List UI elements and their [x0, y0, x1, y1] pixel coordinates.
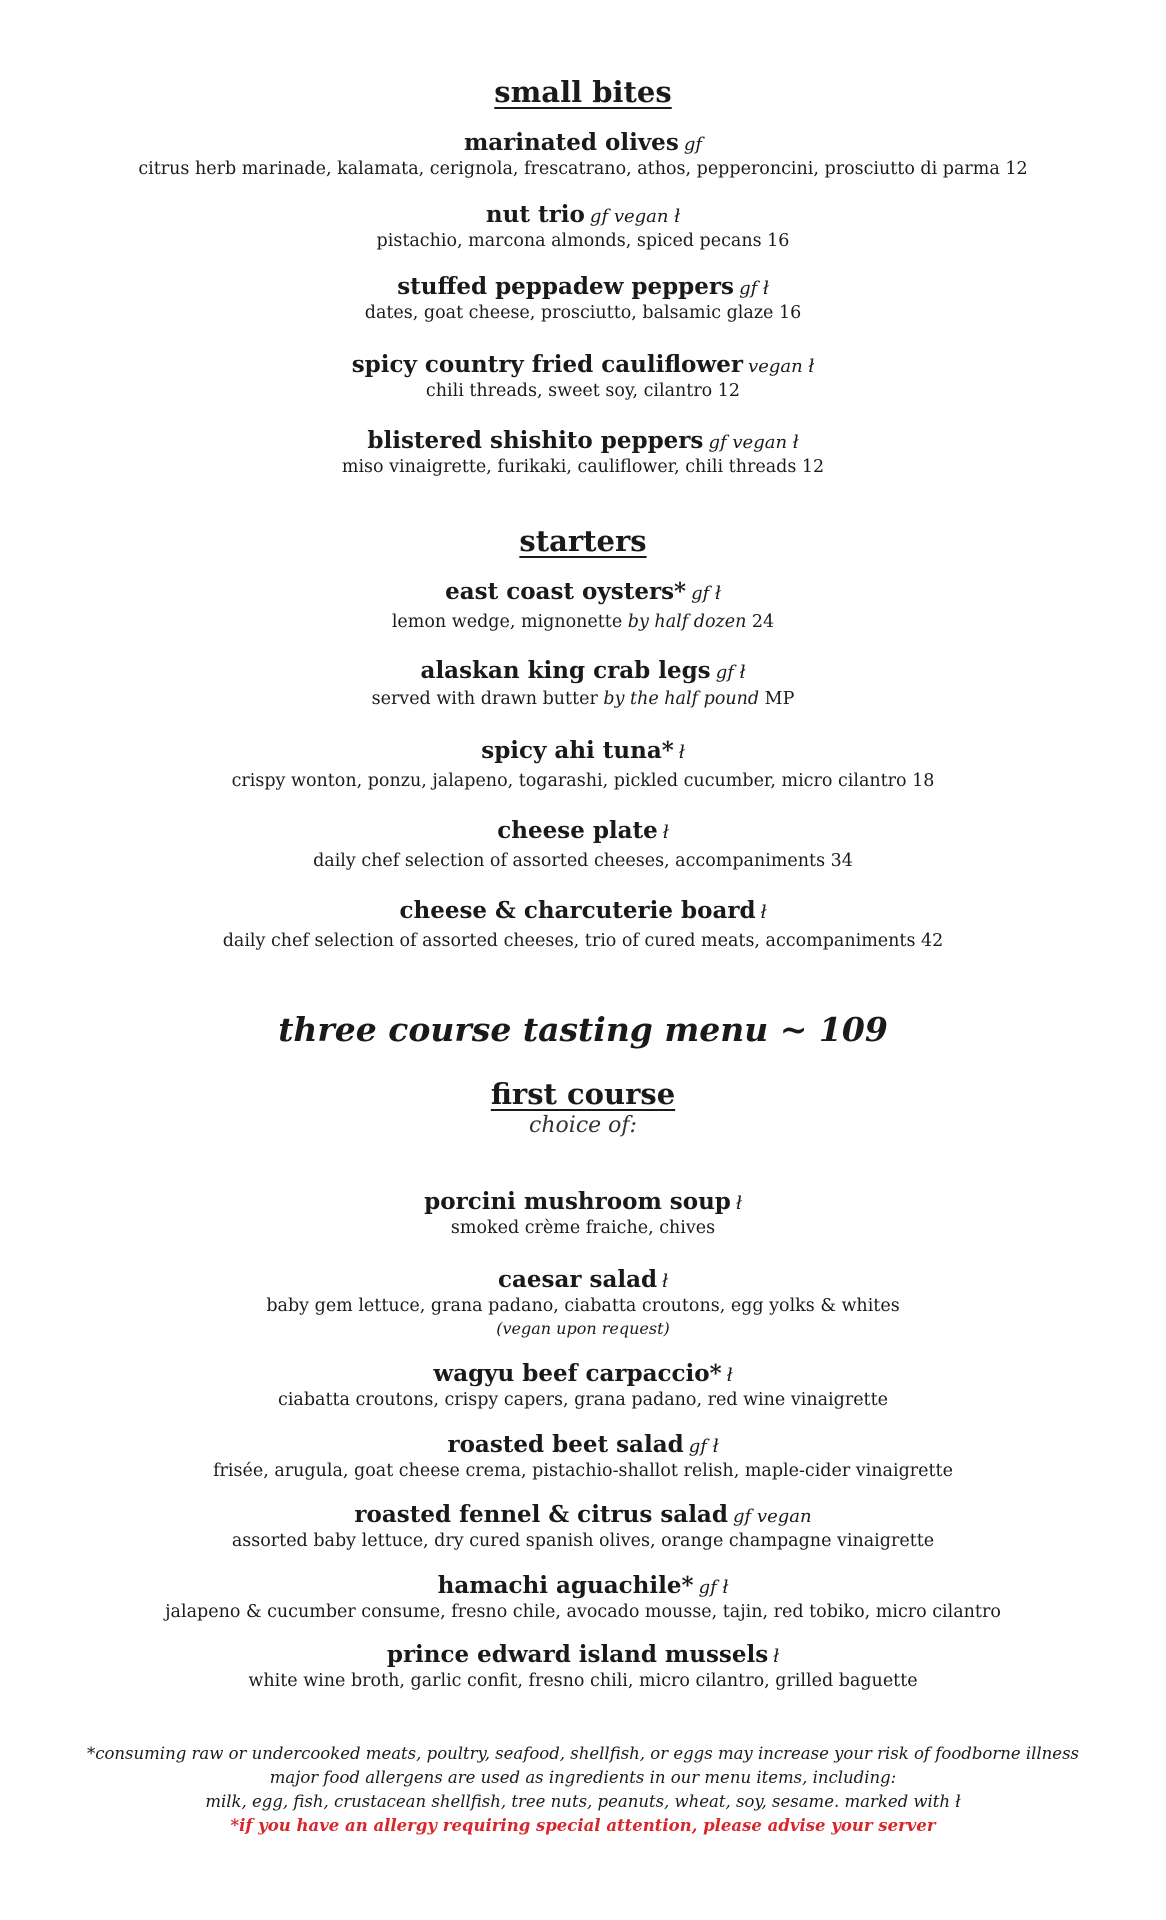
allergy-advisory: *if you have an allergy requiring special attention, please advise your server — [230, 1816, 936, 1835]
item-description: jalapeno & cucumber consume, fresno chile, avocado mousse, tajin, red tobiko, micro cilantro — [165, 1602, 1001, 1622]
item-name: prince edward island mussels — [386, 1641, 769, 1668]
dietary-tag: gf vegan — [733, 1506, 812, 1527]
dietary-tag: ł — [735, 1193, 742, 1214]
item-description: daily chef selection of assorted cheeses, accompaniments 34 — [313, 851, 853, 871]
menu-item — [0, 128, 1166, 181]
item-name: stuffed peppadew peppers — [397, 273, 734, 300]
dietary-tag: gf vegan ł — [589, 206, 681, 227]
dietary-tag: ł — [662, 1271, 669, 1292]
item-name: roasted fennel & citrus salad — [354, 1501, 728, 1528]
menu-item — [0, 1500, 1166, 1553]
menu-item — [0, 1571, 1166, 1624]
section-title: starters — [519, 524, 647, 558]
menu-item — [0, 426, 1166, 479]
menu-item — [0, 200, 1166, 253]
item-name: caesar salad — [497, 1266, 658, 1293]
item-name: alaskan king crab legs — [420, 657, 711, 684]
item-note: (vegan upon request) — [496, 1319, 670, 1338]
dietary-tag: gf — [683, 134, 703, 155]
menu-item — [0, 1187, 1166, 1240]
menu-item — [0, 1430, 1166, 1483]
choice-label: choice of: — [529, 1113, 637, 1138]
item-name: wagyu beef carpaccio* — [433, 1360, 722, 1387]
item-name: cheese & charcuterie board — [399, 897, 756, 924]
item-description: citrus herb marinade, kalamata, cerignola, frescatrano, athos, pepperoncini, prosciutto di parma 12 — [138, 159, 1028, 179]
item-description: crispy wonton, ponzu, jalapeno, togarashi, pickled cucumber, micro cilantro 18 — [231, 771, 935, 791]
dietary-tag: ł — [678, 742, 685, 763]
menu-item — [0, 1359, 1166, 1412]
menu-item — [0, 350, 1166, 403]
item-name: marinated olives — [463, 129, 679, 156]
section-title: first course — [490, 1077, 676, 1111]
first-course-header — [0, 1076, 1166, 1140]
item-name: roasted beet salad — [447, 1431, 684, 1458]
menu-item — [0, 577, 1166, 634]
tasting-menu-title: three course tasting menu ~ 109 — [278, 1010, 888, 1049]
dietary-tag: gf ł — [739, 278, 769, 299]
dietary-tag: ł — [726, 1365, 733, 1386]
menu-item — [0, 816, 1166, 873]
menu-item — [0, 656, 1166, 711]
item-name: spicy country fried cauliflower — [351, 351, 743, 378]
item-name: porcini mushroom soup — [424, 1188, 731, 1215]
raw-food-warning: *consuming raw or undercooked meats, poultry, seafood, shellfish, or eggs may increase your risk of foodborne illness — [87, 1744, 1079, 1763]
small-bites-section — [0, 74, 1166, 110]
item-description: daily chef selection of assorted cheeses, trio of cured meats, accompaniments 42 — [222, 931, 944, 951]
item-description: smoked crème fraiche, chives — [450, 1218, 716, 1238]
item-name: hamachi aguachile* — [437, 1572, 694, 1599]
item-description: served with drawn butter by the half pound MP — [371, 689, 795, 709]
dietary-tag: gf ł — [688, 1436, 719, 1457]
item-description: assorted baby lettuce, dry cured spanish olives, orange champagne vinaigrette — [231, 1531, 935, 1551]
menu-item — [0, 1265, 1166, 1340]
section-title: small bites — [494, 75, 672, 109]
dietary-tag: gf ł — [698, 1577, 729, 1598]
item-name: spicy ahi tuna* — [481, 737, 674, 764]
dietary-tag: ł — [662, 822, 669, 843]
item-description: white wine broth, garlic confit, fresno chili, micro cilantro, grilled baguette — [248, 1671, 918, 1691]
item-description: ciabatta croutons, crispy capers, grana padano, red wine vinaigrette — [278, 1390, 888, 1410]
item-description: lemon wedge, mignonette by half dozen 24 — [391, 612, 775, 632]
item-description: pistachio, marcona almonds, spiced pecans 16 — [376, 231, 790, 251]
dietary-tag: gf vegan ł — [708, 432, 799, 453]
tasting-menu-header — [0, 1010, 1166, 1050]
item-description: frisée, arugula, goat cheese crema, pistachio-shallot relish, maple-cider vinaigrette — [213, 1461, 953, 1481]
item-name: east coast oysters* — [445, 578, 687, 605]
dietary-tag: ł — [760, 902, 767, 923]
item-description: dates, goat cheese, prosciutto, balsamic glaze 16 — [364, 303, 802, 323]
item-name: blistered shishito peppers — [367, 427, 704, 454]
item-description: baby gem lettuce, grana padano, ciabatta croutons, egg yolks & whites — [266, 1296, 900, 1316]
allergen-intro: major food allergens are used as ingredients in our menu items, including: — [269, 1768, 897, 1787]
starters-section — [0, 523, 1166, 559]
menu-item — [0, 736, 1166, 793]
allergen-footer — [0, 1742, 1166, 1838]
allergen-list: milk, egg, fish, crustacean shellfish, tree nuts, peanuts, wheat, soy, sesame. marked with ł — [205, 1792, 961, 1811]
dietary-tag: ł — [773, 1646, 780, 1667]
dietary-tag: gf ł — [715, 662, 746, 683]
menu-item — [0, 896, 1166, 953]
item-description: chili threads, sweet soy, cilantro 12 — [425, 381, 741, 401]
menu-item — [0, 1640, 1166, 1693]
item-name: nut trio — [485, 201, 585, 228]
item-name: cheese plate — [497, 817, 658, 844]
dietary-tag: gf ł — [691, 583, 721, 604]
dietary-tag: vegan ł — [748, 356, 815, 377]
menu-item — [0, 272, 1166, 325]
item-description: miso vinaigrette, furikaki, cauliflower, chili threads 12 — [341, 457, 825, 477]
